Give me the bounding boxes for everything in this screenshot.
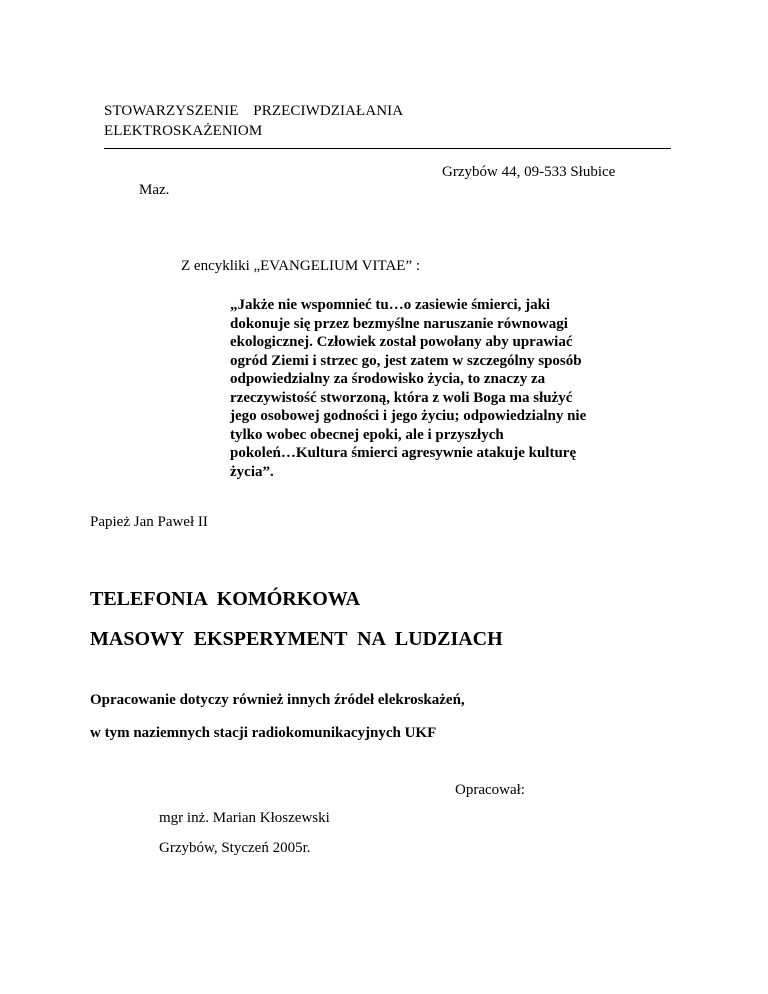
header-divider: [104, 148, 671, 149]
description-line-1: Opracowanie dotyczy również innych źródeł elekroskażeń,: [90, 692, 465, 708]
quote-line: jego osobowej godności i jego życiu; odpowiedzialny nie: [230, 408, 587, 424]
place-and-date: Grzybów, Styczeń 2005r.: [159, 840, 311, 856]
author-name: mgr inż. Marian Kłoszewski: [159, 810, 330, 826]
encyclical-intro: Z encykliki „EVANGELIUM VITAE” :: [181, 258, 421, 274]
quote-line: dokonuje się przez bezmyślne naruszanie równowagi: [230, 315, 568, 332]
quote-line: ogród Ziemi i strzec go, jest zatem w szczególny sposób: [230, 352, 582, 369]
quote-line: rzeczywistość stworzoną, która z woli Boga ma służyć: [230, 389, 573, 406]
encyclical-quote: [230, 296, 660, 481]
organization-name-line-2: ELEKTROSKAŻENIOM: [104, 123, 263, 139]
document-title-line-2: MASOWY EKSPERYMENT NA LUDZIACH: [90, 628, 503, 650]
description-line-2: w tym naziemnych stacji radiokomunikacyjnych UKF: [90, 725, 437, 741]
organization-name-line-1: STOWARZYSZENIE PRZECIWDZIAŁANIA: [104, 103, 404, 119]
quote-line: „Jakże nie wspomnieć tu…o zasiewie śmierci, jaki: [230, 297, 551, 313]
address-continuation: Maz.: [139, 182, 170, 198]
quote-line: pokoleń…Kultura śmierci agresywnie atakuje kulturę: [230, 445, 577, 461]
document-title-line-1: TELEFONIA KOMÓRKOWA: [90, 588, 361, 610]
quote-line: tylko wobec obecnej epoki, ale i przyszłych: [230, 426, 504, 443]
quote-line: odpowiedzialny za środowisko życia, to znaczy za: [230, 371, 546, 387]
address-line: Grzybów 44, 09-533 Słubice: [442, 164, 616, 180]
quote-line: życia”.: [230, 463, 274, 480]
prepared-by-label: Opracował:: [455, 782, 525, 798]
quote-author: Papież Jan Paweł II: [90, 514, 208, 530]
quote-line: ekologicznej. Człowiek został powołany aby uprawiać: [230, 334, 573, 350]
